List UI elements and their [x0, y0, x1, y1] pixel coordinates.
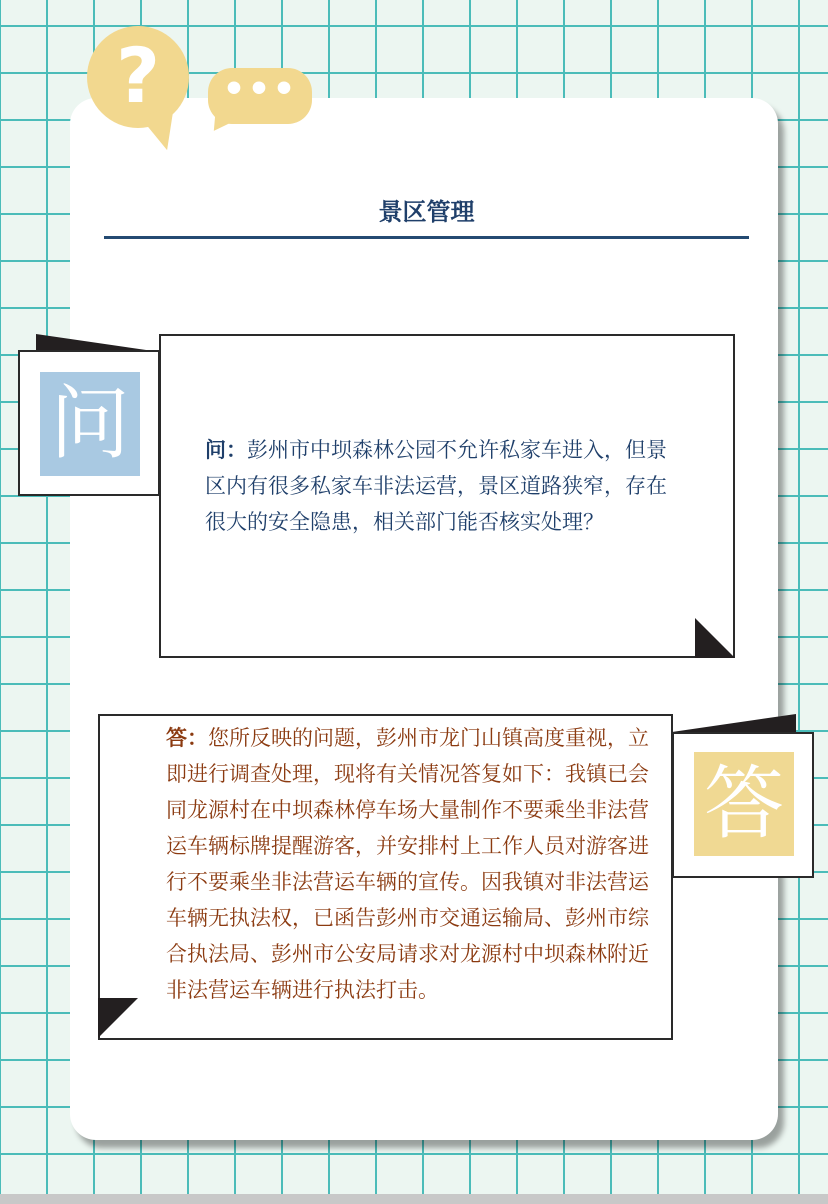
answer-tag-label: 答 — [694, 752, 794, 856]
ellipsis-icon: ••• — [222, 69, 298, 110]
answer-text — [166, 720, 650, 1008]
question-mark-icon: ? — [115, 31, 161, 120]
title-divider — [104, 236, 749, 239]
page-title: 景区管理 — [378, 198, 475, 226]
answer-box-fold — [98, 998, 138, 1038]
question-tag-label: 问 — [40, 372, 140, 476]
answer-label: 答： — [166, 726, 208, 750]
question-box-fold — [695, 618, 735, 658]
question-label: 问： — [205, 438, 247, 462]
question-text — [205, 432, 685, 540]
bottom-strip — [0, 1194, 828, 1204]
answer-body: 您所反映的问题，彭州市龙门山镇高度重视，立即进行调查处理，现将有关情况答复如下：我镇已会同龙源村在中坝森林停车场大量制作不要乘坐非法营运车辆标牌提醒游客，并安排村上工作人员对游客进行不要乘坐非法营运车辆的宣传。因我镇对非法营运车辆无执法权，已函告彭州市交通运输局、彭州市综合执法局、彭州市公安局请求对龙源村中坝森林附近非法营运车辆进行执法打击。 — [166, 726, 649, 1002]
question-body: 彭州市中坝森林公园不允许私家车进入，但景区内有很多私家车非法运营，景区道路狭窄，存在很大的安全隐患，相关部门能否核实处理？ — [205, 438, 667, 534]
